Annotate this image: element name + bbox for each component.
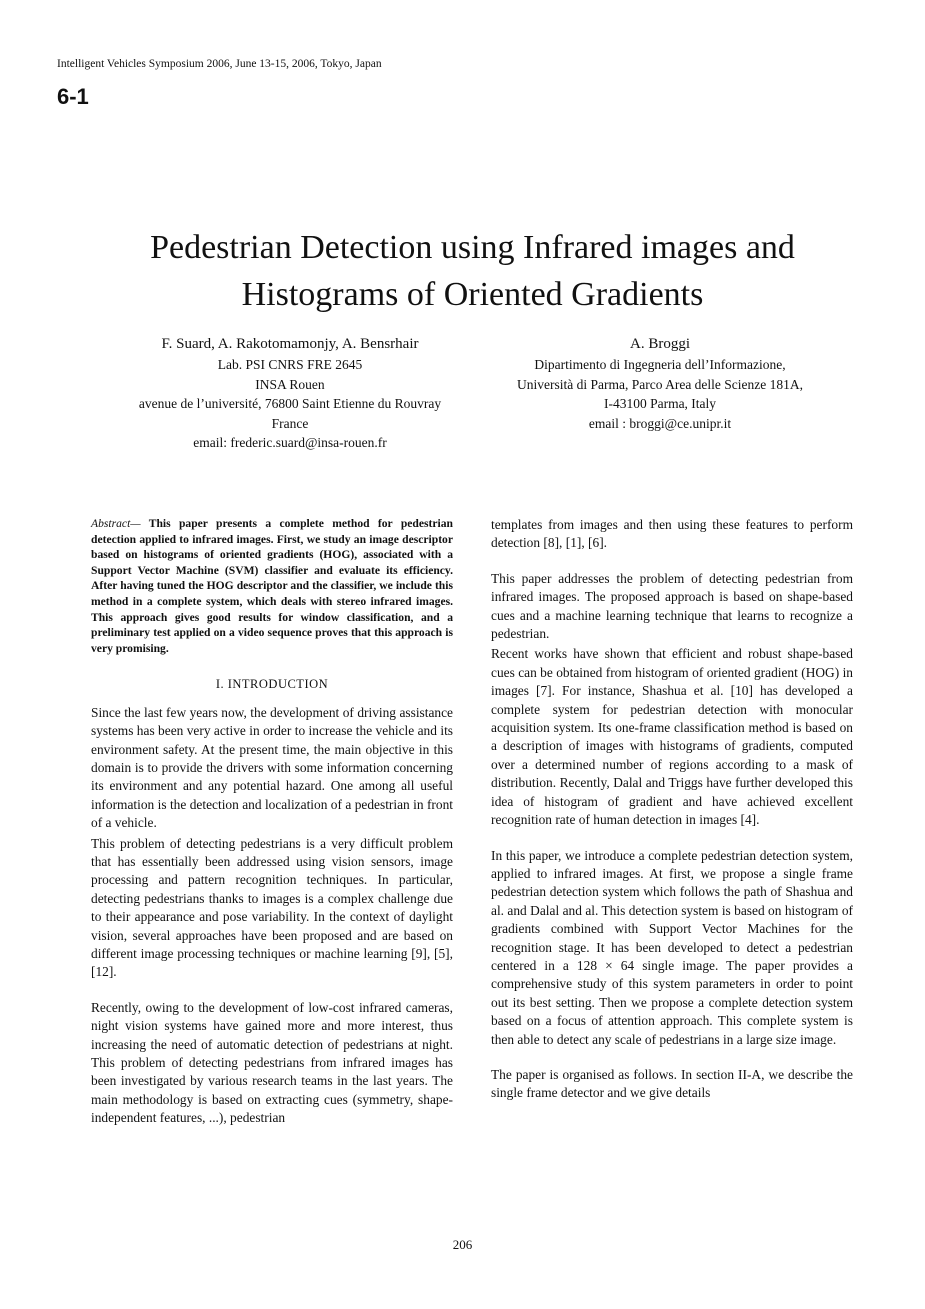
- paragraph: Recent works have shown that efficient and robust shape-based cues can be obtained from histogram of oriented gradient (HOG) in images [7]. For instance, Shashua et al. [10] has developed a complete system for pedestrian detection with monocular acquisition system. Its one-frame classification method is based on a description of images with histograms of gradients, computed over a determined number of regions according to a mask of distribution. Recently, Dalal and Triggs have further developed this idea of histogram of gradient and have achieved excellent recognition rate of human detection in images [4].: [491, 646, 853, 828]
- affiliation-line: Dipartimento di Ingegneria dell’Informazione,: [534, 357, 786, 372]
- affiliation-line: INSA Rouen: [255, 376, 325, 392]
- paragraph: This problem of detecting pedestrians is a very difficult problem that has essentially been addressed using vision sensors, image processing and pattern recognition techniques. In particular, detecting pedestrians thanks to images is a complex challenge due to their appearance and pose variability. In the context of daylight vision, several approaches have been proposed and are based on different image processing techniques or machine learning [9], [5], [12].: [91, 835, 453, 980]
- left-column: [91, 516, 453, 1128]
- abstract: [91, 516, 453, 656]
- author-block-right: [470, 334, 850, 433]
- paragraph: templates from images and then using these features to perform detection [8], [1], [6].: [491, 517, 853, 551]
- author-names-right: A. Broggi: [630, 336, 690, 352]
- paragraph: This paper addresses the problem of detecting pedestrian from infrared images. The proposed approach is based on shape-based cues and a machine learning technique that learns to recognize a pedestrian.: [491, 570, 853, 642]
- author-email-right: email : broggi@ce.unipr.it: [588, 415, 732, 431]
- affiliation-line: Lab. PSI CNRS FRE 2645: [217, 357, 363, 372]
- abstract-lead: Abstract—: [91, 517, 141, 530]
- paragraph: Recently, owing to the development of low-cost infrared cameras, night vision systems have gained more and more interest, thus increasing the need of automatic detection of pedestrians at night. This problem of detecting pedestrians from infrared images has been investigated by various research teams in the last years. The main methodology is based on extracting cues (symmetry, shape-independent features, ...), pedestrian: [91, 999, 453, 1126]
- affiliation-line: France: [271, 415, 309, 431]
- author-block-left: [90, 334, 490, 453]
- conference-header: Intelligent Vehicles Symposium 2006, June 13-15, 2006, Tokyo, Japan: [57, 58, 382, 70]
- paragraph: Since the last few years now, the development of driving assistance systems has been very active in order to increase the vehicle and its environment safety. At the present time, the main objective in this domain is to provide the drivers with some information concerning its environment and any potential hazard. One among all useful information is the detection and localization of a pedestrian in front of a vehicle.: [91, 704, 453, 831]
- author-names-left: F. Suard, A. Rakotomamonjy, A. Bensrhair: [161, 336, 419, 352]
- right-column: [491, 516, 853, 1103]
- affiliation-line: avenue de l’université, 76800 Saint Etienne du Rouvray: [138, 396, 442, 411]
- section-heading-introduction: I. INTRODUCTION: [215, 677, 329, 692]
- session-number: 6-1: [57, 84, 89, 109]
- paragraph: In this paper, we introduce a complete pedestrian detection system, applied to infrared images. At first, we propose a single frame pedestrian detection system which follows the path of Shashua and al. and Dalal and al. This detection system is based on histogram of gradients combined with Support Vector Machines for the recognition stage. It has been developed to detect a pedestrian centered in a 128 × 64 single image. The paper provides a comprehensive study of this system parameters in order to point out its best setting. Then we propose a complete detection system based on a focus of attention approach. This complete system is then able to detect any scale of pedestrians in a large size image.: [491, 847, 853, 1047]
- title-line-1: Pedestrian Detection using Infrared images and: [150, 229, 795, 266]
- abstract-text: This paper presents a complete method for pedestrian detection applied to infrared images. First, we study an image descriptor based on histograms of oriented gradients (HOG), associated with a Support Vector Machine (SVM) classifier and evaluate its efficiency. After having tuned the HOG descriptor and the classifier, we include this method in a complete system, which deals with stereo infrared images. This approach gives good results for window classification, and a preliminary test applied on a video sequence proves that this approach is very promising.: [91, 517, 453, 655]
- title-line-2: Histograms of Oriented Gradients: [241, 276, 704, 313]
- affiliation-line: Università di Parma, Parco Area delle Scienze 181A,: [516, 376, 804, 392]
- paper-title: [60, 224, 885, 318]
- author-email-left: email: frederic.suard@insa-rouen.fr: [193, 435, 387, 450]
- page-number: 206: [452, 1237, 473, 1252]
- paragraph: The paper is organised as follows. In section II-A, we describe the single frame detector and we give details: [491, 1066, 853, 1101]
- affiliation-line: I-43100 Parma, Italy: [603, 396, 717, 411]
